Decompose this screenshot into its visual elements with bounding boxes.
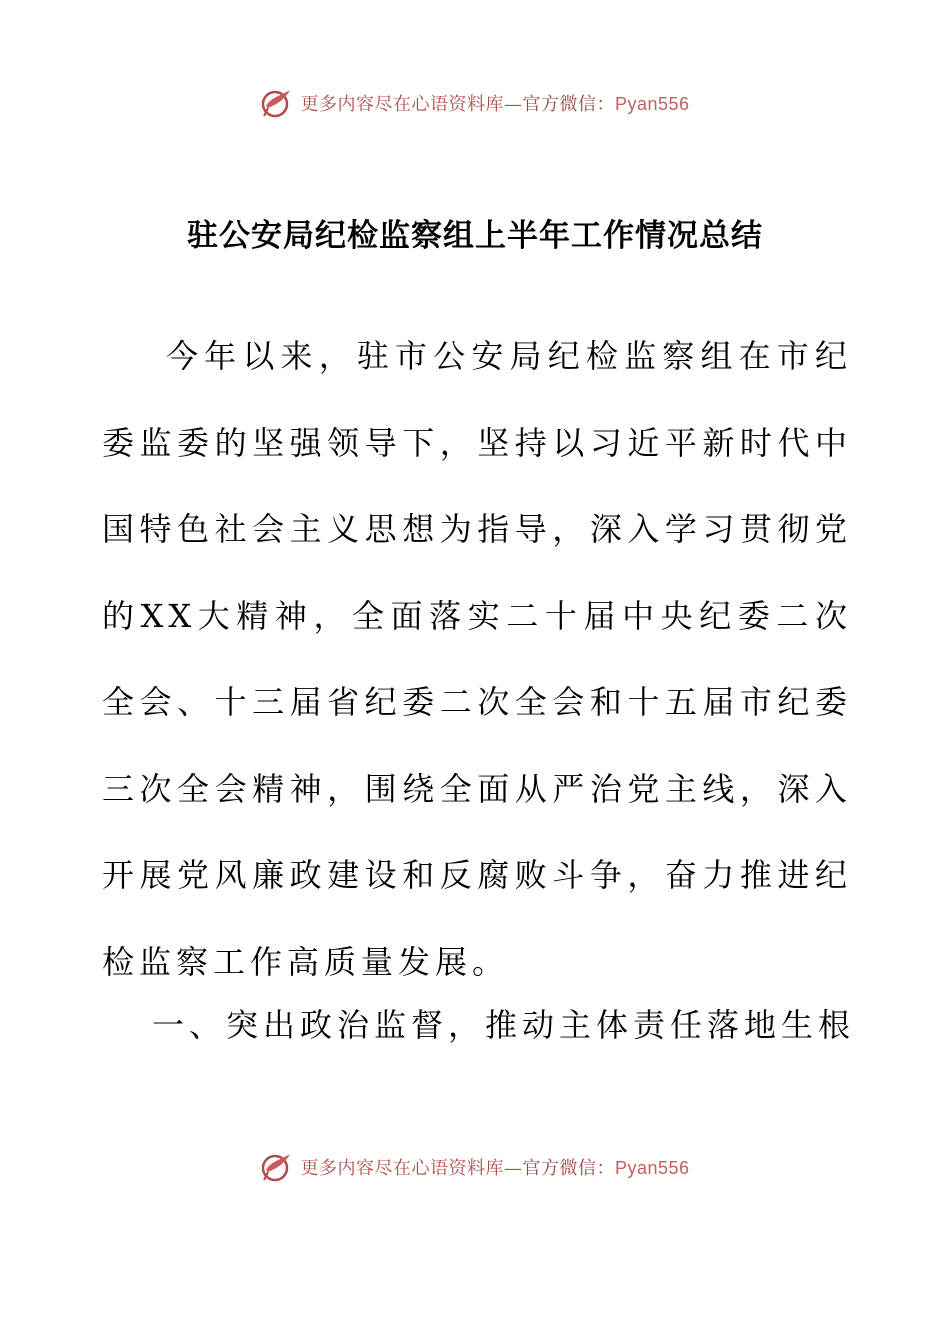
banner-wechat-handle: Pyan556: [614, 94, 690, 114]
banner-official-label: 官方微信：: [522, 94, 615, 115]
banner-official-label: 官方微信：: [522, 1158, 615, 1179]
banner-brand-text: 更多内容尽在心语资料库: [300, 1158, 504, 1179]
quill-pen-logo-icon: [260, 86, 294, 120]
document-title: 驻公安局纪检监察组上半年工作情况总结: [187, 218, 763, 254]
quill-pen-logo-icon: [260, 1150, 294, 1184]
section-1-heading: 一、突出政治监督，推动主体责任落地生根: [152, 1006, 856, 1044]
intro-paragraph: 今年以来，驻市公安局纪检监察组在市纪委监委的坚强领导下，坚持以习近平新时代中国特色社会主义思想为指导，深入学习贯彻党的XX大精神，全面落实二十届中央纪委二次全会、十三届省纪委二次全会和十五届市纪委三次全会精神，围绕全面从严治党主线，深入开展党风廉政建设和反腐败斗争，奋力推进纪检监察工作高质量发展。: [102, 337, 852, 981]
banner-brand-text: 更多内容尽在心语资料库: [300, 94, 504, 115]
banner-text: [300, 1154, 689, 1180]
footer-watermark-banner: [0, 1148, 950, 1186]
header-watermark-banner: [0, 84, 950, 122]
banner-separator: —: [503, 1158, 523, 1179]
banner-separator: —: [503, 94, 523, 115]
banner-text: [300, 90, 689, 116]
banner-wechat-handle: Pyan556: [614, 1158, 690, 1178]
